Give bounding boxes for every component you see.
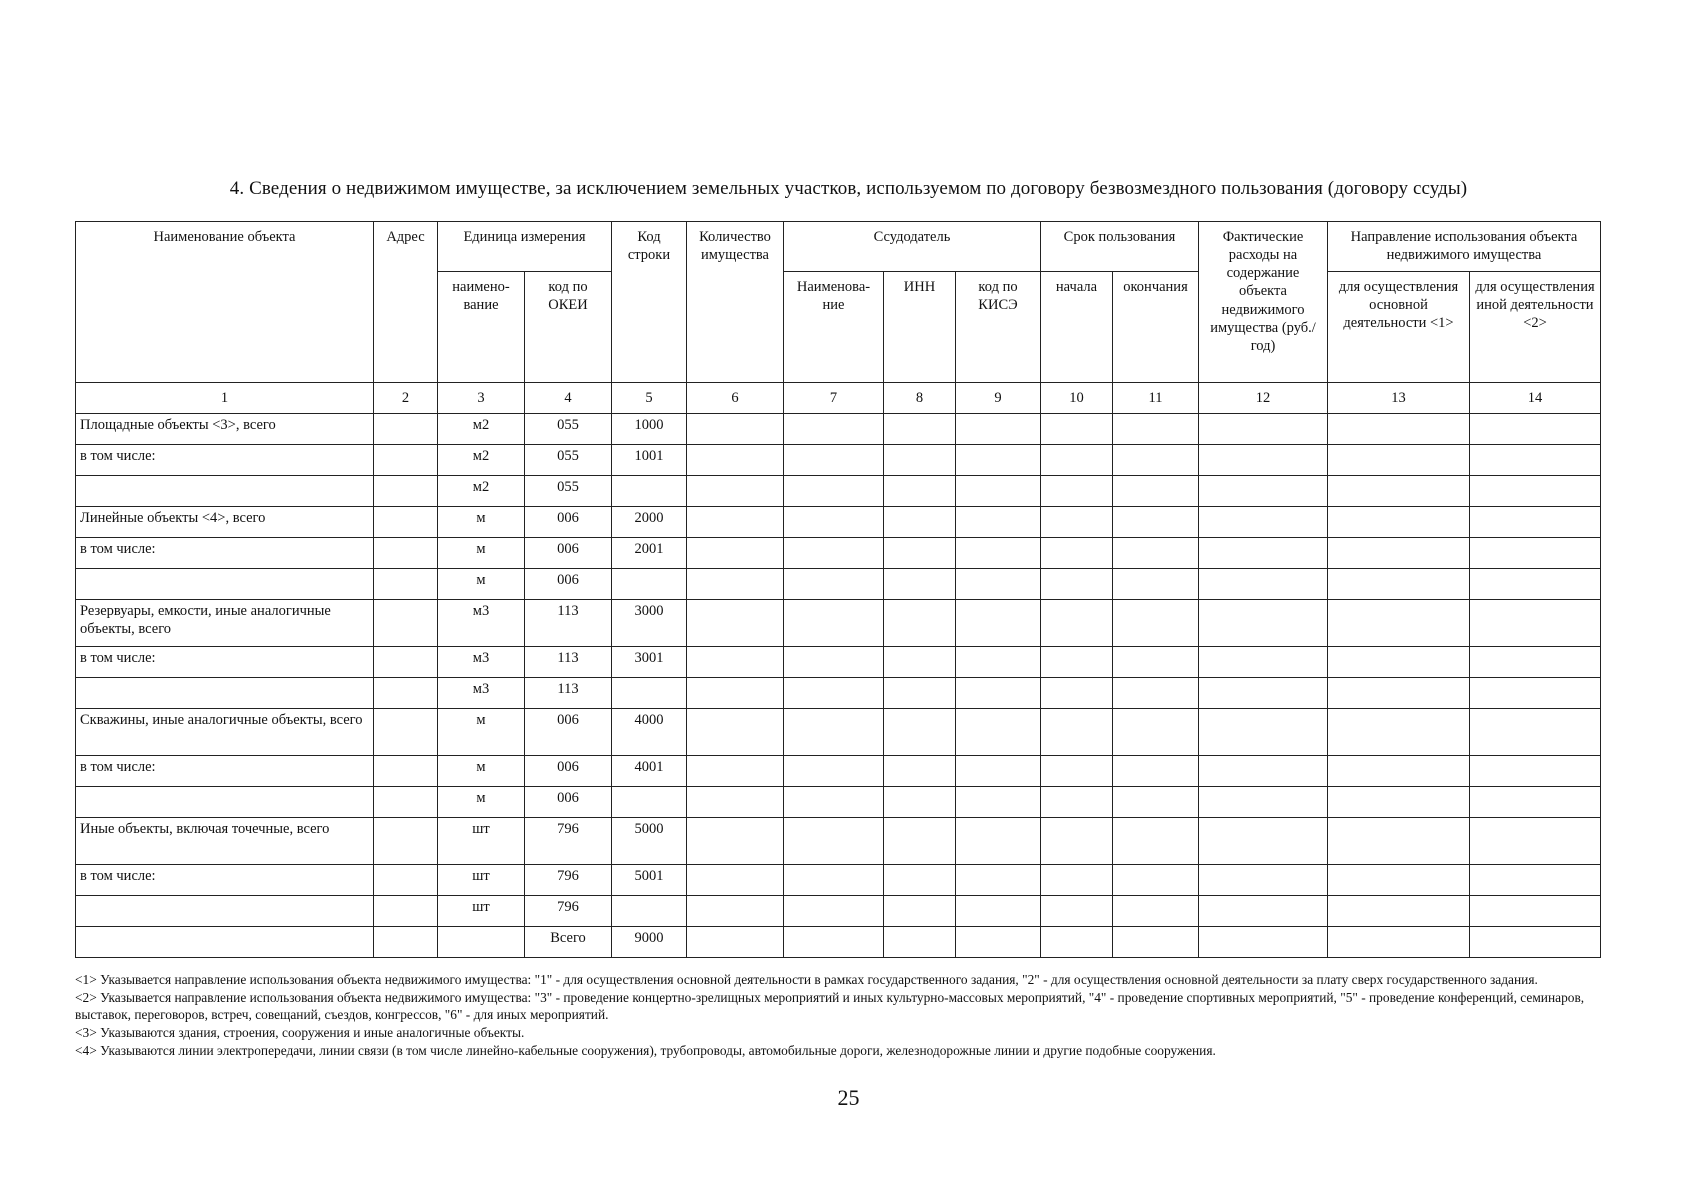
cell-quantity (687, 756, 784, 787)
cell-object-name: в том числе: (76, 756, 374, 787)
cell-quantity (687, 445, 784, 476)
cell-okei: 113 (525, 647, 612, 678)
cell-term-end (1113, 507, 1199, 538)
cell-lender-name (784, 600, 884, 647)
cell-term-end (1113, 865, 1199, 896)
cell-address (374, 818, 438, 865)
cell-direction-other (1470, 647, 1601, 678)
cell-unit: м3 (438, 678, 525, 709)
cell-direction-main (1328, 927, 1470, 958)
total-row (76, 927, 1601, 958)
cell-lender-kise (956, 414, 1041, 445)
cell-row-code: 1001 (612, 445, 687, 476)
cell-row-code: 3000 (612, 600, 687, 647)
cell-direction-other (1470, 896, 1601, 927)
cell-address (374, 507, 438, 538)
cell-lender-inn (884, 787, 956, 818)
cell-row-code: 4000 (612, 709, 687, 756)
cell-lender-name (784, 538, 884, 569)
cell-lender-inn (884, 507, 956, 538)
cell-term-start (1041, 647, 1113, 678)
cell-direction-other (1470, 476, 1601, 507)
cell-lender-name (784, 818, 884, 865)
cell-direction-other (1470, 445, 1601, 476)
footnote-1: <1> Указывается направление использования объекта недвижимого имущества: "1" - для осуществления основной деятельности в рамках государственного задания, "2" - для осуществления основной деятельности за плату сверх государственного задания. (75, 972, 1538, 987)
cell-row-code (612, 896, 687, 927)
footnote-2: <2> Указывается направление использования объекта недвижимого имущества: "3" - проведение концертно-зрелищных мероприятий и иных культурно-массовых мероприятий, "4" - проведение спортивных мероприятий, "5" - проведение конференций, семинаров, выставок, переговоров, встреч, совещаний, съездов, конгрессов, "6" - для иных мероприятий. (75, 989, 1585, 1023)
cell-direction-other (1470, 787, 1601, 818)
cell-direction-main (1328, 414, 1470, 445)
cell-address (374, 756, 438, 787)
cell-okei: 055 (525, 414, 612, 445)
cell-term-start (1041, 787, 1113, 818)
cell-row-code: 1000 (612, 414, 687, 445)
cell-okei: 006 (525, 507, 612, 538)
property-table (75, 221, 1601, 958)
column-number: 9 (956, 383, 1041, 414)
footnotes (75, 971, 1620, 1060)
table-row (76, 709, 1601, 756)
cell-expenses (1199, 476, 1328, 507)
cell-row-code: 2000 (612, 507, 687, 538)
cell-address (374, 569, 438, 600)
cell-okei: 006 (525, 756, 612, 787)
cell-direction-main (1328, 569, 1470, 600)
cell-term-start (1041, 709, 1113, 756)
cell-unit: м (438, 538, 525, 569)
header-term: Срок пользования (1041, 222, 1199, 272)
cell-direction-main (1328, 818, 1470, 865)
cell-lender-name (784, 507, 884, 538)
header-unit: Единица измерения (438, 222, 612, 272)
table-row (76, 507, 1601, 538)
cell-lender-kise (956, 445, 1041, 476)
cell-direction-main (1328, 647, 1470, 678)
cell-lender-kise (956, 709, 1041, 756)
column-number: 2 (374, 383, 438, 414)
cell-lender-inn (884, 476, 956, 507)
cell-unit: м (438, 787, 525, 818)
table-row (76, 476, 1601, 507)
column-number: 7 (784, 383, 884, 414)
cell-expenses (1199, 756, 1328, 787)
cell-row-code (612, 476, 687, 507)
cell-okei: 055 (525, 476, 612, 507)
cell-term-start (1041, 507, 1113, 538)
table-row (76, 865, 1601, 896)
column-number: 3 (438, 383, 525, 414)
cell-term-start (1041, 476, 1113, 507)
cell-term-start (1041, 445, 1113, 476)
cell-okei: 006 (525, 787, 612, 818)
cell-lender-name (784, 896, 884, 927)
cell-okei: 796 (525, 865, 612, 896)
cell-object-name (76, 678, 374, 709)
cell-lender-kise (956, 647, 1041, 678)
cell-direction-main (1328, 507, 1470, 538)
cell-quantity (687, 476, 784, 507)
cell-expenses (1199, 647, 1328, 678)
cell-direction-other (1470, 865, 1601, 896)
cell-okei: 006 (525, 569, 612, 600)
cell-address (374, 678, 438, 709)
table-row (76, 678, 1601, 709)
cell-lender-kise (956, 507, 1041, 538)
cell-term-start (1041, 538, 1113, 569)
cell-unit: м (438, 569, 525, 600)
cell-term-end (1113, 896, 1199, 927)
cell-direction-main (1328, 756, 1470, 787)
cell-unit: м (438, 756, 525, 787)
cell-expenses (1199, 865, 1328, 896)
cell-address (374, 787, 438, 818)
cell-address (374, 896, 438, 927)
header-lender-inn: ИНН (884, 272, 956, 383)
cell-unit: м2 (438, 414, 525, 445)
cell-lender-name (784, 756, 884, 787)
cell-lender-kise (956, 756, 1041, 787)
header-unit-name: наимено-вание (438, 272, 525, 383)
cell-address (374, 414, 438, 445)
cell-row-code (612, 787, 687, 818)
cell-object-name (76, 896, 374, 927)
cell-term-end (1113, 600, 1199, 647)
cell-term-start (1041, 756, 1113, 787)
cell-term-end (1113, 414, 1199, 445)
cell-quantity (687, 896, 784, 927)
cell-lender-kise (956, 865, 1041, 896)
cell-lender-inn (884, 538, 956, 569)
cell-unit: м2 (438, 445, 525, 476)
cell-direction-main (1328, 445, 1470, 476)
column-number: 5 (612, 383, 687, 414)
cell-expenses (1199, 896, 1328, 927)
cell-quantity (687, 538, 784, 569)
cell-lender-name (784, 678, 884, 709)
cell-object-name (76, 476, 374, 507)
cell-lender-name (784, 787, 884, 818)
cell-expenses (1199, 818, 1328, 865)
cell-direction-other (1470, 818, 1601, 865)
header-address: Адрес (374, 222, 438, 383)
page-number: 25 (837, 1085, 860, 1110)
cell-object-name: Линейные объекты <4>, всего (76, 507, 374, 538)
table-row (76, 569, 1601, 600)
header-direction: Направление использования объекта недвижимого имущества (1328, 222, 1601, 272)
cell-address (374, 647, 438, 678)
cell-okei: 006 (525, 538, 612, 569)
total-code: 9000 (612, 927, 687, 958)
cell-lender-name (784, 647, 884, 678)
cell-direction-main (1328, 787, 1470, 818)
cell-term-end (1113, 476, 1199, 507)
cell-direction-main (1328, 600, 1470, 647)
cell-lender-inn (884, 865, 956, 896)
header-row-1 (76, 222, 1601, 272)
cell-row-code: 2001 (612, 538, 687, 569)
cell-term-end (1113, 647, 1199, 678)
cell-direction-main (1328, 896, 1470, 927)
cell-unit: м (438, 507, 525, 538)
cell-unit: шт (438, 865, 525, 896)
cell-row-code: 4001 (612, 756, 687, 787)
table-row (76, 787, 1601, 818)
table-row (76, 647, 1601, 678)
cell-okei: 796 (525, 896, 612, 927)
cell-quantity (687, 865, 784, 896)
cell-term-start (1041, 865, 1113, 896)
cell-expenses (1199, 445, 1328, 476)
cell-term-end (1113, 709, 1199, 756)
cell-quantity (687, 600, 784, 647)
cell-term-end (1113, 678, 1199, 709)
cell-term-end (1113, 538, 1199, 569)
cell-direction-other (1470, 927, 1601, 958)
cell-object-name (76, 787, 374, 818)
cell-lender-kise (956, 538, 1041, 569)
cell-okei: 055 (525, 445, 612, 476)
table-row (76, 414, 1601, 445)
cell-direction-other (1470, 756, 1601, 787)
cell-lender-inn (884, 414, 956, 445)
cell-lender-inn (884, 927, 956, 958)
cell-address (374, 476, 438, 507)
cell-lender-kise (956, 927, 1041, 958)
cell-expenses (1199, 600, 1328, 647)
cell-lender-kise (956, 678, 1041, 709)
cell-lender-name (784, 476, 884, 507)
section-title: 4. Сведения о недвижимом имуществе, за исключением земельных участков, используемом по договору безвозмездного пользования (договору ссуды) (229, 178, 1468, 199)
cell-term-start (1041, 896, 1113, 927)
cell-lender-inn (884, 647, 956, 678)
cell-unit: м3 (438, 647, 525, 678)
cell-lender-kise (956, 476, 1041, 507)
cell-term-start (1041, 569, 1113, 600)
cell-lender-name (784, 927, 884, 958)
cell-row-code (612, 678, 687, 709)
cell-quantity (687, 678, 784, 709)
cell-term-end (1113, 569, 1199, 600)
cell-expenses (1199, 569, 1328, 600)
table-row (76, 538, 1601, 569)
cell-term-start (1041, 818, 1113, 865)
header-lender-kise: код по КИСЭ (956, 272, 1041, 383)
cell-lender-inn (884, 709, 956, 756)
cell-direction-other (1470, 709, 1601, 756)
cell-row-code (612, 569, 687, 600)
header-direction-main: для осуществления основной деятельности <1> (1328, 272, 1470, 383)
cell-expenses (1199, 678, 1328, 709)
cell-quantity (687, 818, 784, 865)
total-address-cell (374, 927, 438, 958)
cell-lender-inn (884, 818, 956, 865)
table-row (76, 600, 1601, 647)
column-number: 8 (884, 383, 956, 414)
cell-quantity (687, 787, 784, 818)
cell-quantity (687, 647, 784, 678)
table-row (76, 896, 1601, 927)
header-name: Наименование объекта (76, 222, 374, 383)
column-number: 14 (1470, 383, 1601, 414)
cell-lender-inn (884, 756, 956, 787)
header-term-end: окончания (1113, 272, 1199, 383)
cell-object-name: Площадные объекты <3>, всего (76, 414, 374, 445)
cell-direction-main (1328, 709, 1470, 756)
cell-expenses (1199, 414, 1328, 445)
cell-direction-main (1328, 476, 1470, 507)
cell-address (374, 865, 438, 896)
cell-unit: шт (438, 818, 525, 865)
header-direction-other: для осуществления иной деятельности <2> (1470, 272, 1601, 383)
cell-object-name (76, 569, 374, 600)
cell-unit: м2 (438, 476, 525, 507)
column-number: 13 (1328, 383, 1470, 414)
cell-object-name: в том числе: (76, 865, 374, 896)
total-unit-cell (438, 927, 525, 958)
cell-lender-inn (884, 600, 956, 647)
cell-term-end (1113, 787, 1199, 818)
cell-lender-name (784, 865, 884, 896)
cell-lender-kise (956, 569, 1041, 600)
cell-direction-main (1328, 865, 1470, 896)
cell-unit: м (438, 709, 525, 756)
cell-lender-inn (884, 445, 956, 476)
cell-object-name: в том числе: (76, 445, 374, 476)
cell-term-end (1113, 756, 1199, 787)
cell-unit: м3 (438, 600, 525, 647)
column-numbers-row (76, 383, 1601, 414)
cell-term-start (1041, 927, 1113, 958)
cell-term-start (1041, 678, 1113, 709)
footnote-4: <4> Указываются линии электропередачи, линии связи (в том числе линейно-кабельные сооружения), трубопроводы, автомобильные дороги, железнодорожные линии и другие подобные сооружения. (75, 1042, 1216, 1058)
cell-term-end (1113, 927, 1199, 958)
cell-direction-other (1470, 678, 1601, 709)
cell-lender-kise (956, 600, 1041, 647)
header-quantity: Количество имущества (687, 222, 784, 383)
cell-quantity (687, 927, 784, 958)
header-lender: Ссудодатель (784, 222, 1041, 272)
cell-quantity (687, 414, 784, 445)
column-number: 1 (76, 383, 374, 414)
cell-okei: 113 (525, 678, 612, 709)
cell-object-name: Иные объекты, включая точечные, всего (76, 818, 374, 865)
cell-quantity (687, 709, 784, 756)
cell-lender-kise (956, 787, 1041, 818)
cell-expenses (1199, 709, 1328, 756)
cell-direction-other (1470, 507, 1601, 538)
cell-direction-other (1470, 538, 1601, 569)
cell-direction-other (1470, 414, 1601, 445)
cell-term-start (1041, 600, 1113, 647)
cell-lender-inn (884, 569, 956, 600)
cell-expenses (1199, 507, 1328, 538)
header-lender-name: Наименова-ние (784, 272, 884, 383)
cell-row-code: 5000 (612, 818, 687, 865)
cell-expenses (1199, 787, 1328, 818)
cell-direction-other (1470, 600, 1601, 647)
cell-lender-inn (884, 896, 956, 927)
cell-lender-kise (956, 818, 1041, 865)
cell-object-name: Скважины, иные аналогичные объекты, всего (76, 709, 374, 756)
cell-lender-inn (884, 678, 956, 709)
cell-expenses (1199, 927, 1328, 958)
header-unit-okei: код по ОКЕИ (525, 272, 612, 383)
header-term-start: начала (1041, 272, 1113, 383)
cell-object-name: в том числе: (76, 538, 374, 569)
cell-okei: 006 (525, 709, 612, 756)
cell-okei: 796 (525, 818, 612, 865)
cell-expenses (1199, 538, 1328, 569)
total-name-cell (76, 927, 374, 958)
cell-direction-other (1470, 569, 1601, 600)
cell-term-end (1113, 445, 1199, 476)
cell-address (374, 600, 438, 647)
cell-quantity (687, 507, 784, 538)
column-number: 6 (687, 383, 784, 414)
cell-term-end (1113, 818, 1199, 865)
cell-lender-name (784, 569, 884, 600)
cell-address (374, 445, 438, 476)
cell-term-start (1041, 414, 1113, 445)
cell-direction-main (1328, 678, 1470, 709)
cell-lender-name (784, 445, 884, 476)
footnote-3: <3> Указываются здания, строения, сооружения и иные аналогичные объекты. (75, 1025, 525, 1041)
cell-lender-kise (956, 896, 1041, 927)
cell-row-code: 5001 (612, 865, 687, 896)
cell-address (374, 538, 438, 569)
cell-row-code: 3001 (612, 647, 687, 678)
cell-quantity (687, 569, 784, 600)
table-row (76, 818, 1601, 865)
cell-direction-main (1328, 538, 1470, 569)
total-label: Всего (525, 927, 612, 958)
cell-object-name: в том числе: (76, 647, 374, 678)
table-row (76, 445, 1601, 476)
column-number: 10 (1041, 383, 1113, 414)
column-number: 12 (1199, 383, 1328, 414)
header-row-code: Код строки (612, 222, 687, 383)
cell-unit: шт (438, 896, 525, 927)
column-number: 4 (525, 383, 612, 414)
column-number: 11 (1113, 383, 1199, 414)
cell-lender-name (784, 414, 884, 445)
cell-lender-name (784, 709, 884, 756)
cell-okei: 113 (525, 600, 612, 647)
cell-address (374, 709, 438, 756)
cell-object-name: Резервуары, емкости, иные аналогичные объекты, всего (76, 600, 374, 647)
header-expenses: Фактические расходы на содержание объекта недвижимого имущества (руб./год) (1199, 222, 1328, 383)
table-row (76, 756, 1601, 787)
